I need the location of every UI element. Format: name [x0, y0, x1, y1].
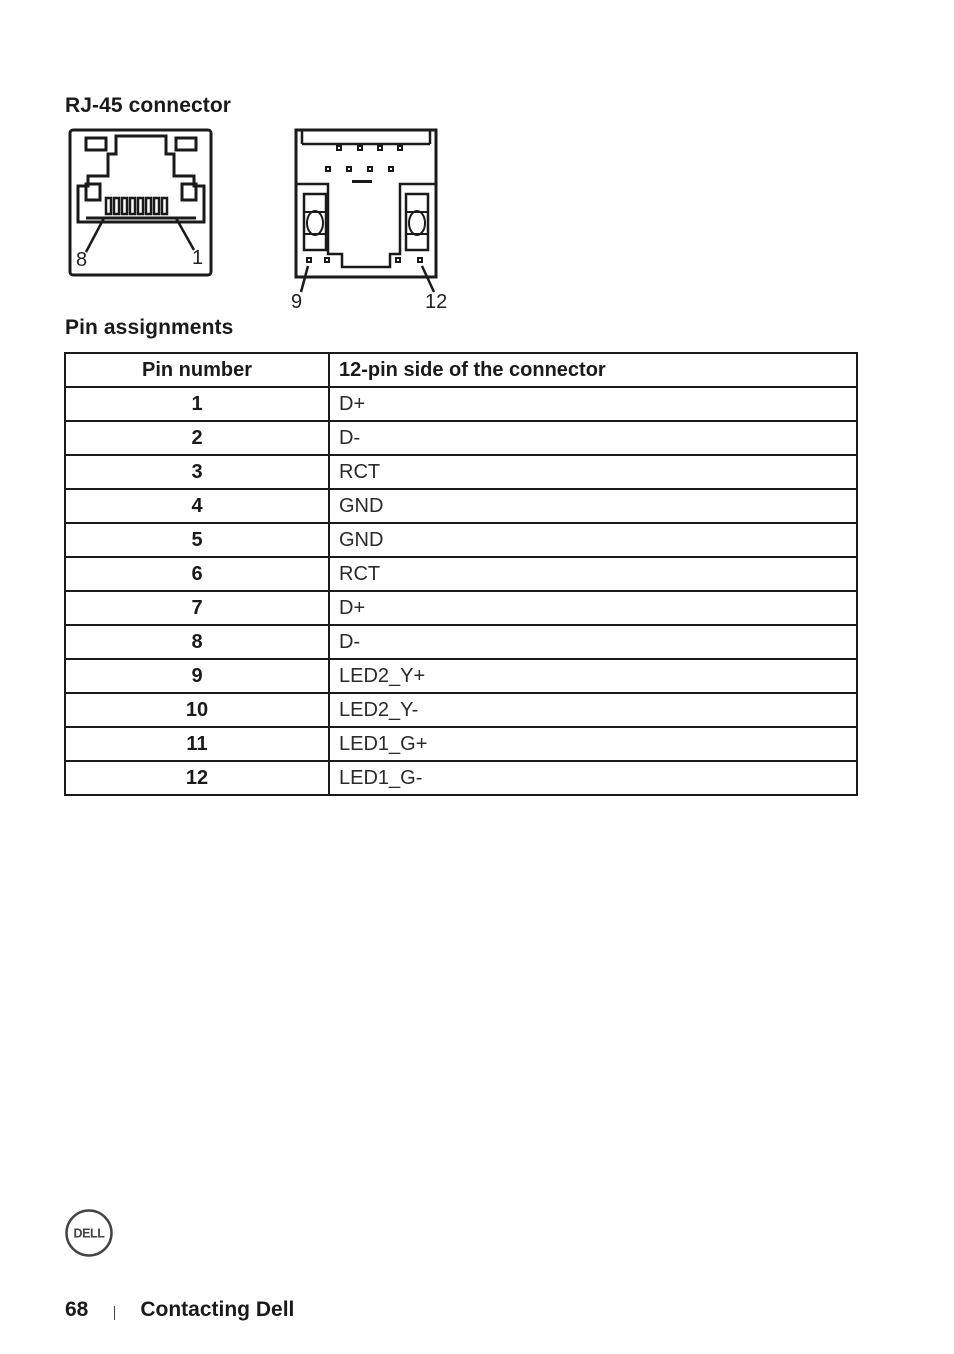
header-12-pin-side: 12-pin side of the connector	[329, 353, 857, 387]
pin-side-label-12: 12	[425, 291, 448, 313]
pin-number-cell: 2	[65, 421, 329, 455]
table-row	[65, 591, 857, 625]
dell-logo-text: DELL	[73, 1226, 105, 1241]
table-row	[65, 557, 857, 591]
table-row	[65, 693, 857, 727]
pin-signal-cell: D-	[329, 625, 857, 659]
pin-number-cell: 5	[65, 523, 329, 557]
pin-signal-cell: D+	[329, 387, 857, 421]
pin-signal-cell: RCT	[329, 557, 857, 591]
pin-number-cell: 9	[65, 659, 329, 693]
pin-assignments-table	[64, 352, 858, 796]
pin-number-cell: 6	[65, 557, 329, 591]
pin-signal-cell: LED2_Y+	[329, 659, 857, 693]
table-row	[65, 387, 857, 421]
rj45-connector-heading: RJ-45 connector	[65, 94, 232, 117]
pin-signal-cell: RCT	[329, 455, 857, 489]
pin-signal-cell: LED1_G+	[329, 727, 857, 761]
pin-number-cell: 4	[65, 489, 329, 523]
pin-side-label-9: 9	[291, 291, 303, 313]
pin-signal-cell: GND	[329, 489, 857, 523]
table-row	[65, 489, 857, 523]
pin-number-cell: 3	[65, 455, 329, 489]
pin-signal-cell: GND	[329, 523, 857, 557]
pin-number-cell: 12	[65, 761, 329, 795]
rj45-front-view-diagram	[66, 126, 216, 282]
dell-logo-icon	[64, 1208, 114, 1258]
pin-number-cell: 7	[65, 591, 329, 625]
rj45-pin-side-diagram	[288, 124, 458, 314]
page-footer	[65, 1298, 294, 1322]
footer-separator	[114, 1306, 115, 1320]
table-row	[65, 523, 857, 557]
table-row	[65, 727, 857, 761]
pin-number-cell: 8	[65, 625, 329, 659]
front-pin-label-8: 8	[76, 249, 88, 271]
table-row	[65, 761, 857, 795]
pin-signal-cell: D+	[329, 591, 857, 625]
table-row	[65, 421, 857, 455]
pin-signal-cell: LED1_G-	[329, 761, 857, 795]
pin-signal-cell: D-	[329, 421, 857, 455]
pin-number-cell: 11	[65, 727, 329, 761]
front-pin-label-1: 1	[192, 247, 204, 269]
pin-number-cell: 1	[65, 387, 329, 421]
table-header-row	[65, 353, 857, 387]
header-pin-number: Pin number	[65, 353, 329, 387]
table-row	[65, 455, 857, 489]
table-row	[65, 659, 857, 693]
pin-signal-cell: LED2_Y-	[329, 693, 857, 727]
section-title: Contacting Dell	[140, 1298, 295, 1321]
page-number: 68	[65, 1298, 89, 1321]
table-row	[65, 625, 857, 659]
pin-assignments-heading: Pin assignments	[65, 316, 234, 339]
pin-number-cell: 10	[65, 693, 329, 727]
